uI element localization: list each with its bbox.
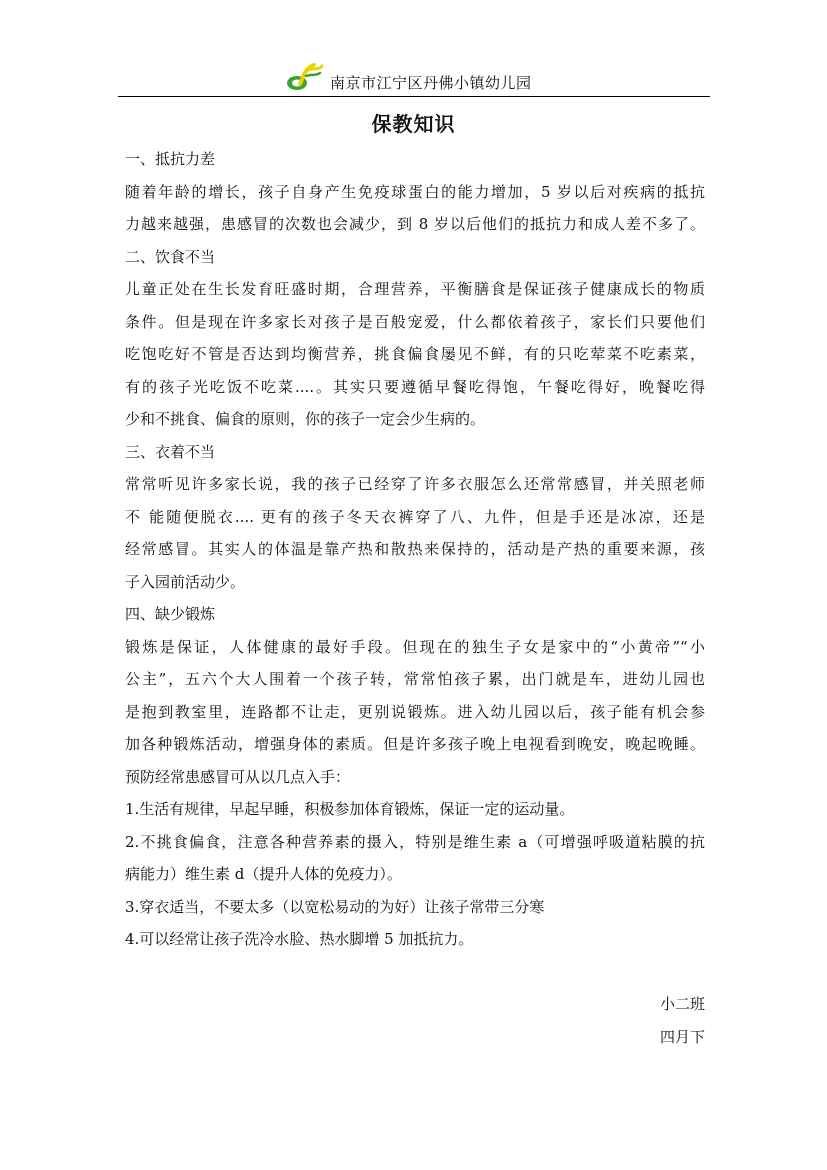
paragraph-line: 条件。但是现在许多家长对孩子是百般宠爱，什么都依着孩子，家长们只要他们: [125, 312, 705, 331]
paragraph-line: 有的孩子光吃饭不吃菜....。其实只要遵循早餐吃得饱，午餐吃得好，晚餐吃得: [125, 377, 705, 396]
signature-date: 四月下: [659, 1027, 705, 1046]
section-exercise: [125, 598, 705, 761]
prevention-item: 4.可以经常让孩子洗冷水脸、热水脚增 5 加抵抗力。: [125, 930, 474, 948]
school-logo-icon: [284, 62, 324, 92]
document-body: [125, 143, 705, 1053]
prevention-list: [125, 761, 705, 956]
paragraph-line: 子入园前活动少。: [125, 572, 246, 591]
paragraph-line: 经常感冒。其实人的体温是靠产热和散热来保持的，活动是产热的重要来源，孩: [125, 540, 705, 558]
prevention-intro: 预防经常患感冒可从以几点入手：: [125, 767, 351, 786]
paragraph-line: 儿童正处在生长发育旺盛时期，合理营养，平衡膳食是保证孩子健康成长的物质: [125, 280, 705, 298]
school-name: 南京市江宁区丹佛小镇幼儿园: [330, 74, 532, 92]
page-header: [118, 58, 710, 97]
paragraph-line: 常常听见许多家长说，我的孩子已经穿了许多衣服怎么还常常感冒，并关照老师: [125, 475, 705, 493]
blank-line: [125, 956, 705, 989]
section-heading: 四、缺少锻炼: [125, 605, 216, 623]
section-heading: 一、抵抗力差: [125, 150, 216, 168]
section-clothing: [125, 436, 705, 599]
paragraph-line: 力越来越强，患感冒的次数也会减少，到 8 岁以后他们的抵抗力和成人差不多了。: [125, 215, 705, 233]
section-heading: 二、饮食不当: [125, 247, 216, 266]
paragraph-line: 锻炼是保证，人体健康的最好手段。但现在的独生子女是家中的“小黄帝”“小: [125, 637, 705, 656]
prevention-item-continued: 病能力）维生素 d（提升人体的免疫力）。: [125, 865, 402, 883]
prevention-item: 2.不挑食偏食，注意各种营养素的摄入，特别是维生素 a（可增强呼吸道粘膜的抗: [125, 832, 705, 851]
prevention-item: 3.穿衣适当，不要太多（以宽松易动的为好）让孩子常带三分寒: [125, 897, 545, 916]
paragraph-line: 少和不挑食、偏食的原则，你的孩子一定会少生病的。: [125, 410, 486, 428]
signature-class: 小二班: [659, 995, 705, 1013]
paragraph-line: 随着年龄的增长，孩子自身产生免疫球蛋白的能力增加，5 岁以后对疾病的抵抗: [125, 182, 705, 201]
section-heading: 三、衣着不当: [125, 442, 216, 461]
document-title: 保教知识: [371, 112, 456, 136]
prevention-item: 1.生活有规律，早起早睡，积极参加体育锻炼，保证一定的运动量。: [125, 800, 575, 818]
section-resistance: [125, 143, 705, 241]
paragraph-line: 加各种锻炼活动，增强身体的素质。但是许多孩子晚上电视看到晚安，晚起晚睡。: [125, 735, 705, 753]
paragraph-line: 公主”，五六个大人围着一个孩子转，常常怕孩子累，出门就是车，进幼儿园也: [125, 670, 705, 688]
paragraph-line: 吃饱吃好不管是否达到均衡营养，挑食偏食屡见不鲜，有的只吃荤菜不吃素菜，: [125, 345, 705, 363]
section-diet: [125, 241, 705, 436]
paragraph-line: 不 能随便脱衣.... 更有的孩子冬天衣裤穿了八、九件，但是手还是冰凉，还是: [125, 507, 705, 526]
paragraph-line: 是抱到教室里，连路都不让走，更别说锻炼。进入幼儿园以后，孩子能有机会参: [125, 702, 705, 721]
